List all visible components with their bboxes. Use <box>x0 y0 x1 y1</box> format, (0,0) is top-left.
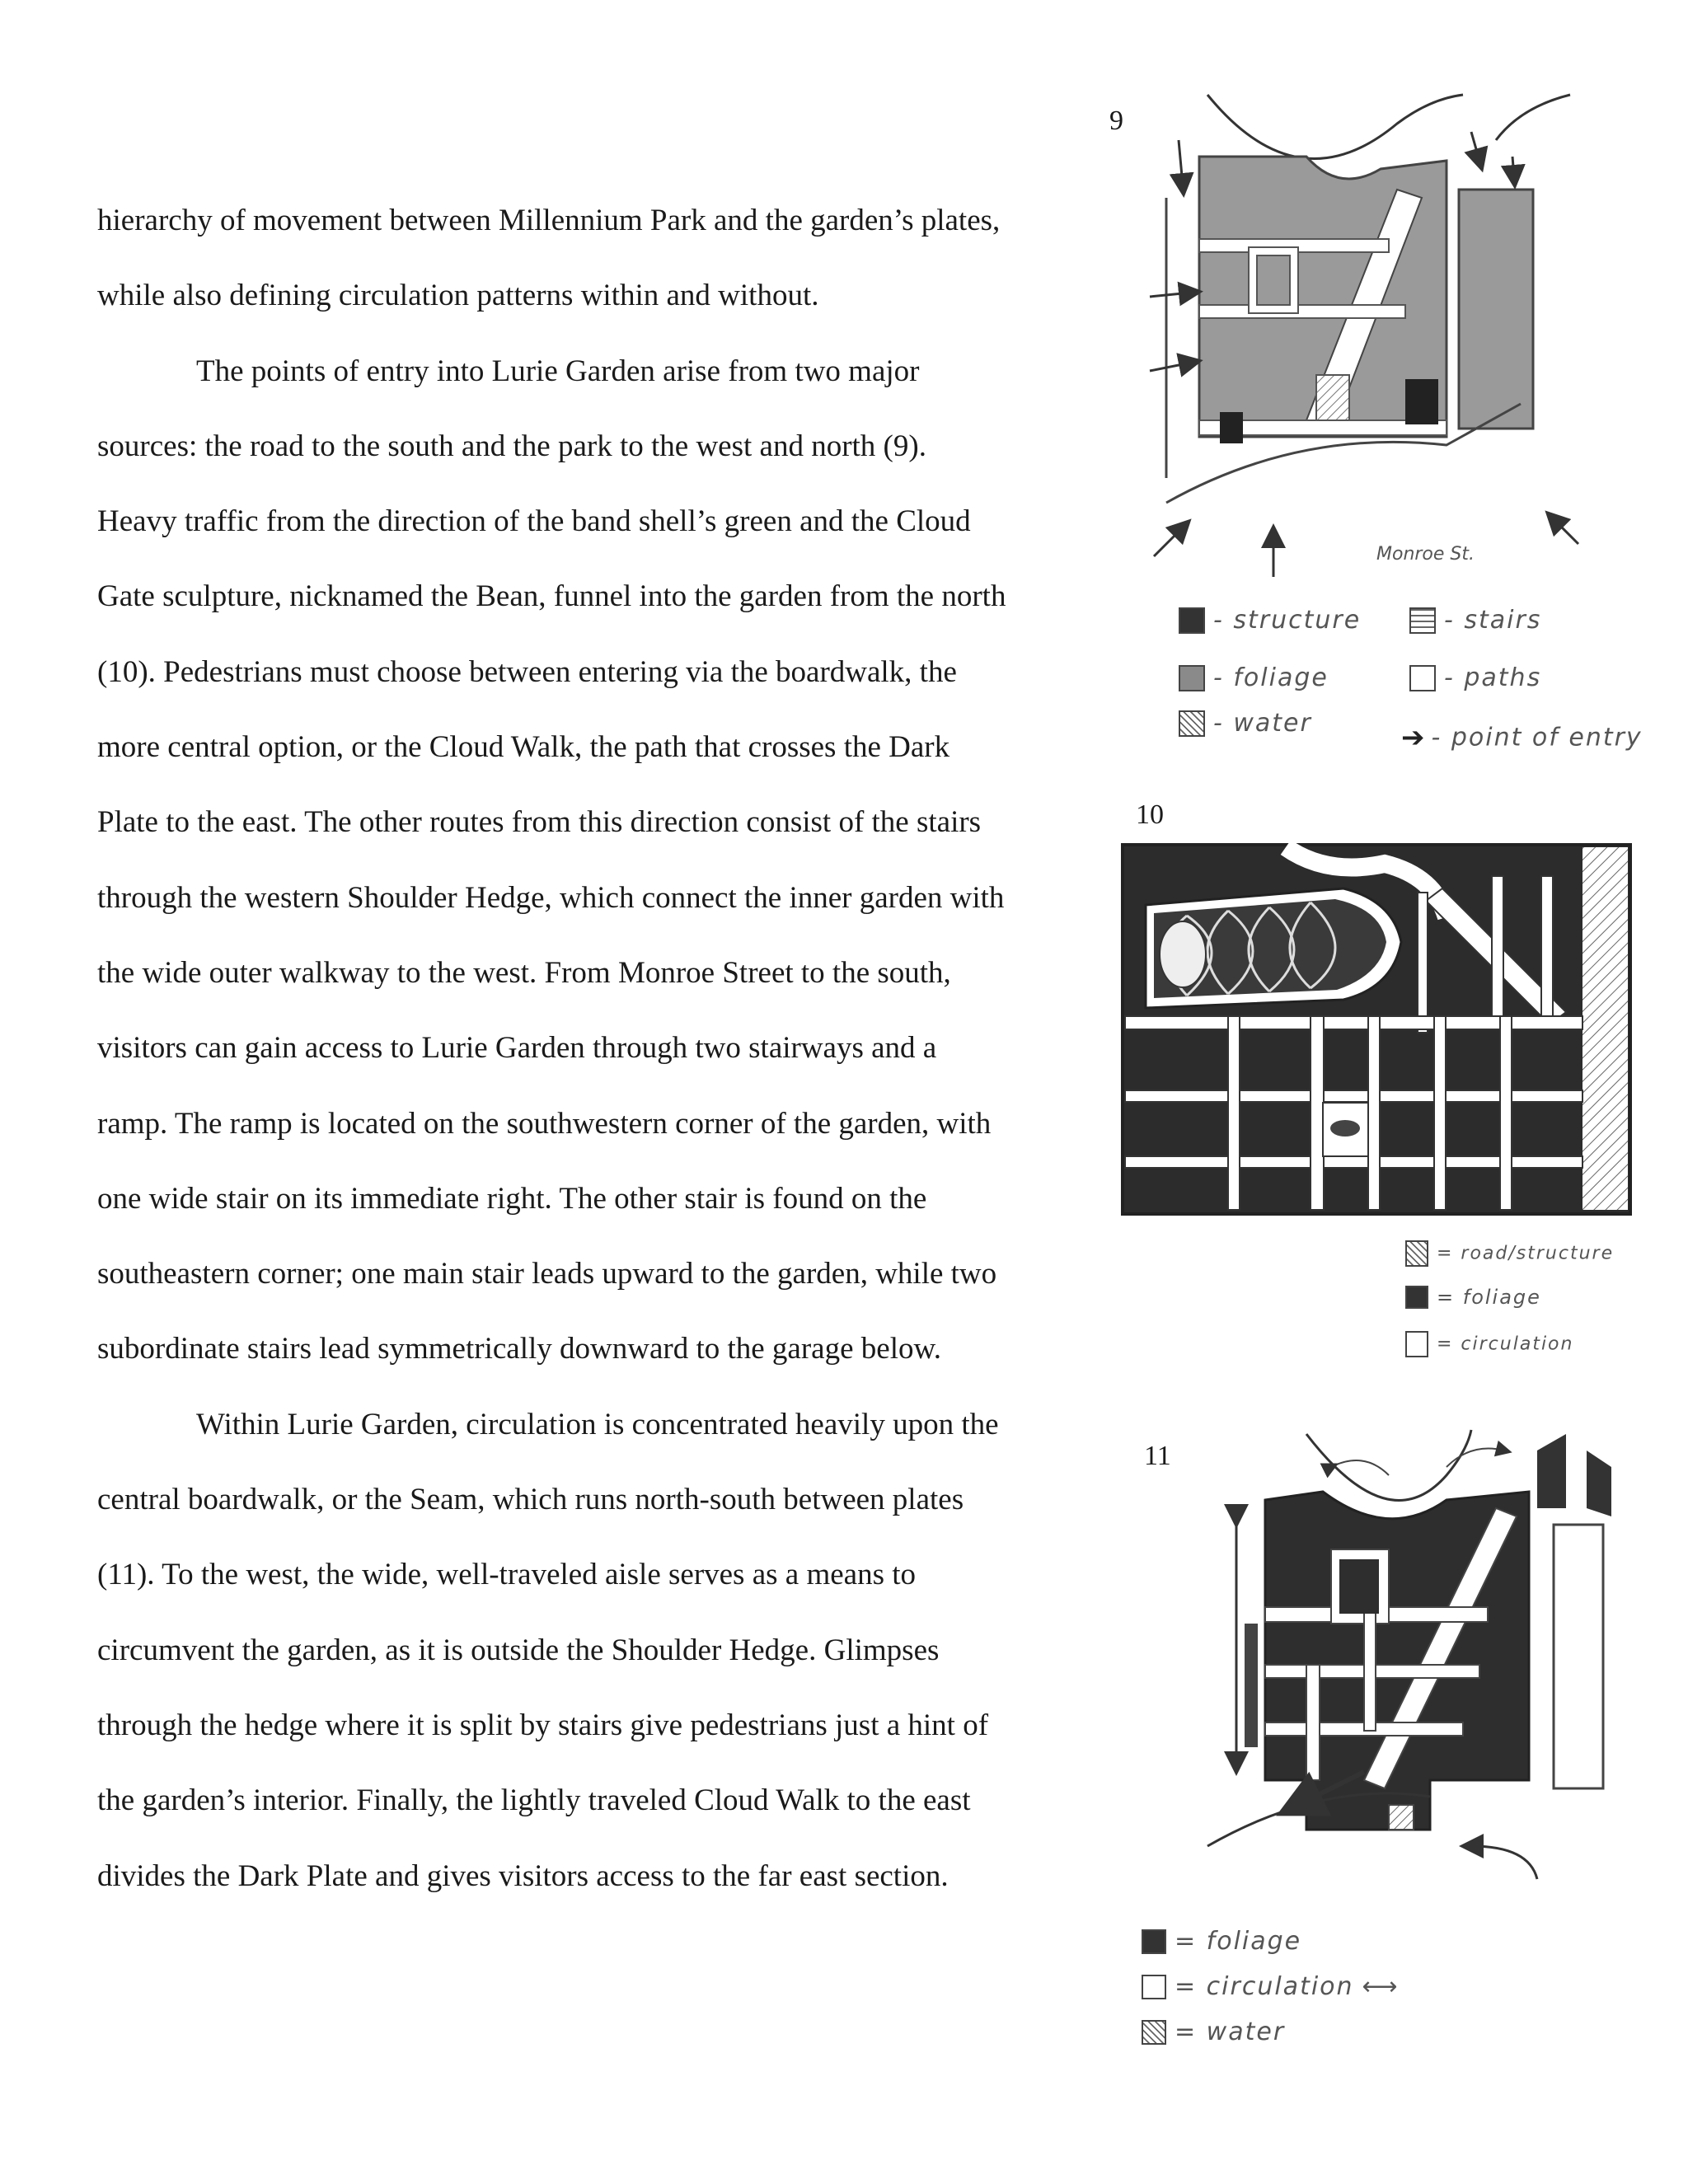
text-line: Gate sculpture, nicknamed the Bean, funnel into the garden from the north <box>97 579 1006 614</box>
text-line: sources: the road to the south and the park to the west and north (9). <box>97 429 926 463</box>
text-line: (11). To the west, the wide, well-traveled aisle serves as a means to <box>97 1558 917 1592</box>
text-line: divides the Dark Plate and gives visitors access to the far east section. <box>97 1858 949 1893</box>
paths-swatch <box>1409 665 1436 691</box>
structure-swatch <box>1179 607 1205 634</box>
text-line: Within Lurie Garden, circulation is concentrated heavily upon the <box>196 1407 999 1441</box>
double-arrow-icon: ⟷ <box>1362 1972 1398 2001</box>
text-line: ramp. The ramp is located on the southwestern corner of the garden, with <box>97 1106 992 1141</box>
foliage-swatch <box>1405 1286 1428 1309</box>
legend-circulation: = circulation ⟷ <box>1142 1972 1398 2001</box>
legend-structure: - structure <box>1179 606 1361 635</box>
stairs-swatch <box>1409 607 1436 634</box>
text-line: one wide stair on its immediate right. The other stair is found on the <box>97 1181 927 1216</box>
legend-water: - water <box>1179 709 1312 738</box>
text-line: central boardwalk, or the Seam, which runs north-south between plates <box>97 1483 964 1517</box>
figure-11-circulation-sketch <box>1199 1418 1628 1904</box>
text-line: through the hedge where it is split by stairs give pedestrians just a hint of <box>97 1708 989 1742</box>
legend-water: = water <box>1142 2018 1285 2046</box>
legend-road: = road/structure <box>1405 1240 1614 1267</box>
legend-foliage: = foliage <box>1142 1927 1301 1956</box>
legend-paths: - paths <box>1409 663 1541 692</box>
road-swatch <box>1405 1240 1428 1267</box>
text-line: circumvent the garden, as it is outside the Shoulder Hedge. Glimpses <box>97 1633 940 1667</box>
text-line: (10). Pedestrians must choose between entering via the boardwalk, the <box>97 654 957 689</box>
figure-9-entry-sketch <box>1133 91 1595 585</box>
text-line: hierarchy of movement between Millennium Park and the garden’s plates, <box>97 204 1001 237</box>
text-line: subordinate stairs lead symmetrically downward to the garage below. <box>97 1332 942 1366</box>
legend-foliage: = foliage <box>1405 1286 1541 1309</box>
figure-10-site-sketch <box>1121 843 1632 1216</box>
text-line: the wide outer walkway to the west. From Monroe Street to the south, <box>97 955 951 990</box>
circulation-swatch <box>1142 1975 1166 1999</box>
text-line: while also defining circulation patterns within and without. <box>97 279 819 313</box>
text-line: visitors can gain access to Lurie Garden through two stairways and a <box>97 1031 937 1066</box>
legend-entry: ➔ - point of entry <box>1401 721 1643 754</box>
legend-stairs: - stairs <box>1409 606 1541 635</box>
water-swatch <box>1142 2020 1166 2045</box>
text-line: Heavy traffic from the direction of the band shell’s green and the Cloud <box>97 504 971 539</box>
figure-10-legend <box>1405 1240 1653 1380</box>
arrow-icon: ➔ <box>1401 721 1425 754</box>
body-text <box>97 183 1086 1914</box>
monroe-street-label: Monroe St. <box>1376 544 1475 565</box>
text-line: through the western Shoulder Hedge, which connect the inner garden with <box>97 880 1005 915</box>
legend-circulation: = circulation <box>1405 1331 1573 1357</box>
foliage-swatch <box>1142 1929 1166 1954</box>
circulation-swatch <box>1405 1331 1428 1357</box>
text-line: more central option, or the Cloud Walk, the path that crosses the Dark <box>97 730 950 765</box>
text-line: Plate to the east. The other routes from this direction consist of the stairs <box>97 805 982 840</box>
water-swatch <box>1179 710 1205 737</box>
foliage-swatch <box>1179 665 1205 691</box>
text-line: the garden’s interior. Finally, the lightly traveled Cloud Walk to the east <box>97 1783 971 1818</box>
figure-11-legend <box>1142 1927 1471 2075</box>
figure-11-number: 11 <box>1144 1441 1171 1471</box>
figure-9-number: 9 <box>1109 105 1123 136</box>
figure-9-legend <box>1179 606 1643 771</box>
legend-foliage: - foliage <box>1179 663 1329 692</box>
figure-10-number: 10 <box>1136 799 1164 830</box>
text-line: southeastern corner; one main stair leads upward to the garden, while two <box>97 1257 997 1291</box>
text-line: The points of entry into Lurie Garden arise from two major <box>196 354 920 388</box>
